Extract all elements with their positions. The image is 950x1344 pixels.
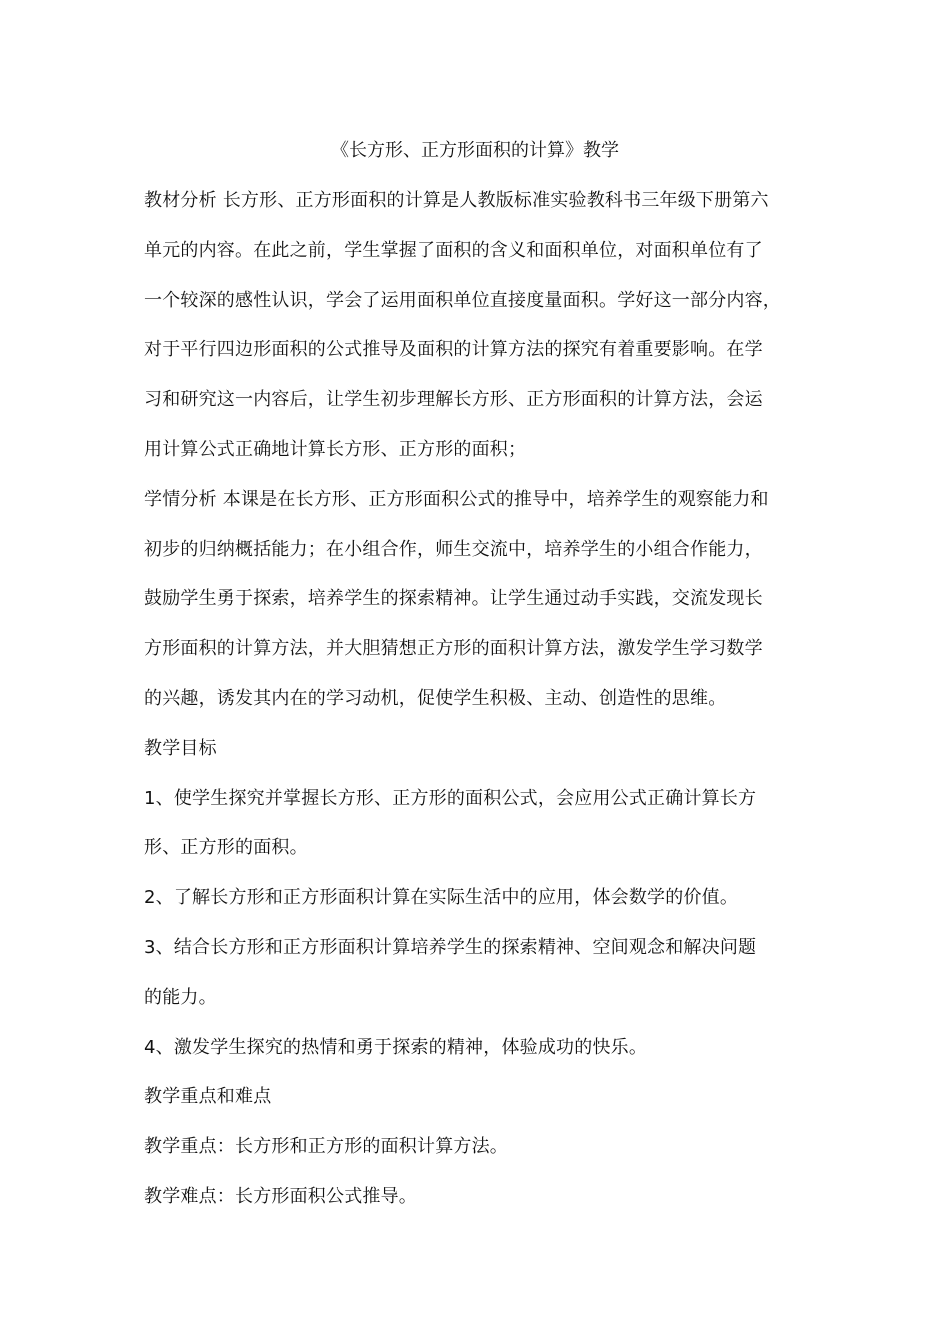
list-item: 3、结合长方形和正方形面积计算培养学生的探索精神、空间观念和解决问题 (144, 936, 757, 958)
paragraph-line: 教学重点：长方形和正方形的面积计算方法。 (144, 1136, 508, 1158)
paragraph-line: 教材分析 长方形、正方形面积的计算是人教版标准实验教科书三年级下册第六 (144, 190, 769, 211)
paragraph-line: 学情分析 本课是在长方形、正方形面积公式的推导中，培养学生的观察能力和 (144, 488, 769, 510)
paragraph-line: 方形面积的计算方法，并大胆猜想正方形的面积计算方法，激发学生学习数学 (144, 638, 763, 660)
document-body (144, 176, 820, 1222)
list-item: 1、使学生探究并掌握长方形、正方形的面积公式，会应用公式正确计算长方 (144, 787, 757, 809)
paragraph-line: 单元的内容。在此之前，学生掌握了面积的含义和面积单位，对面积单位有了 (144, 239, 763, 261)
section-heading: 教学重点和难点 (144, 1086, 272, 1108)
document-title: 《长方形、正方形面积的计算》教学 (331, 140, 619, 161)
paragraph-line: 对于平行四边形面积的公式推导及面积的计算方法的探究有着重要影响。在学 (144, 339, 763, 361)
section-heading: 教学目标 (144, 737, 217, 759)
paragraph-line: 习和研究这一内容后，让学生初步理解长方形、正方形面积的计算方法，会运 (144, 389, 763, 411)
paragraph-line: 用计算公式正确地计算长方形、正方形的面积； (144, 438, 527, 460)
paragraph-line: 的兴趣，诱发其内在的学习动机，促使学生积极、主动、创造性的思维。 (144, 687, 727, 709)
list-item: 2、了解长方形和正方形面积计算在实际生活中的应用，体会数学的价值。 (144, 887, 739, 909)
list-item-continuation: 形、正方形的面积。 (144, 837, 308, 859)
paragraph-line: 教学难点：长方形面积公式推导。 (144, 1185, 417, 1207)
paragraph-line: 鼓励学生勇于探索，培养学生的探索精神。让学生通过动手实践，交流发现长 (144, 588, 763, 610)
list-item-continuation: 的能力。 (144, 986, 217, 1008)
paragraph-line: 一个较深的感性认识，学会了运用面积单位直接度量面积。学好这一部分内容， (144, 289, 781, 311)
list-item: 4、激发学生探究的热情和勇于探索的精神，体验成功的快乐。 (144, 1036, 648, 1058)
paragraph-line: 初步的归纳概括能力；在小组合作，师生交流中，培养学生的小组合作能力， (144, 538, 763, 560)
